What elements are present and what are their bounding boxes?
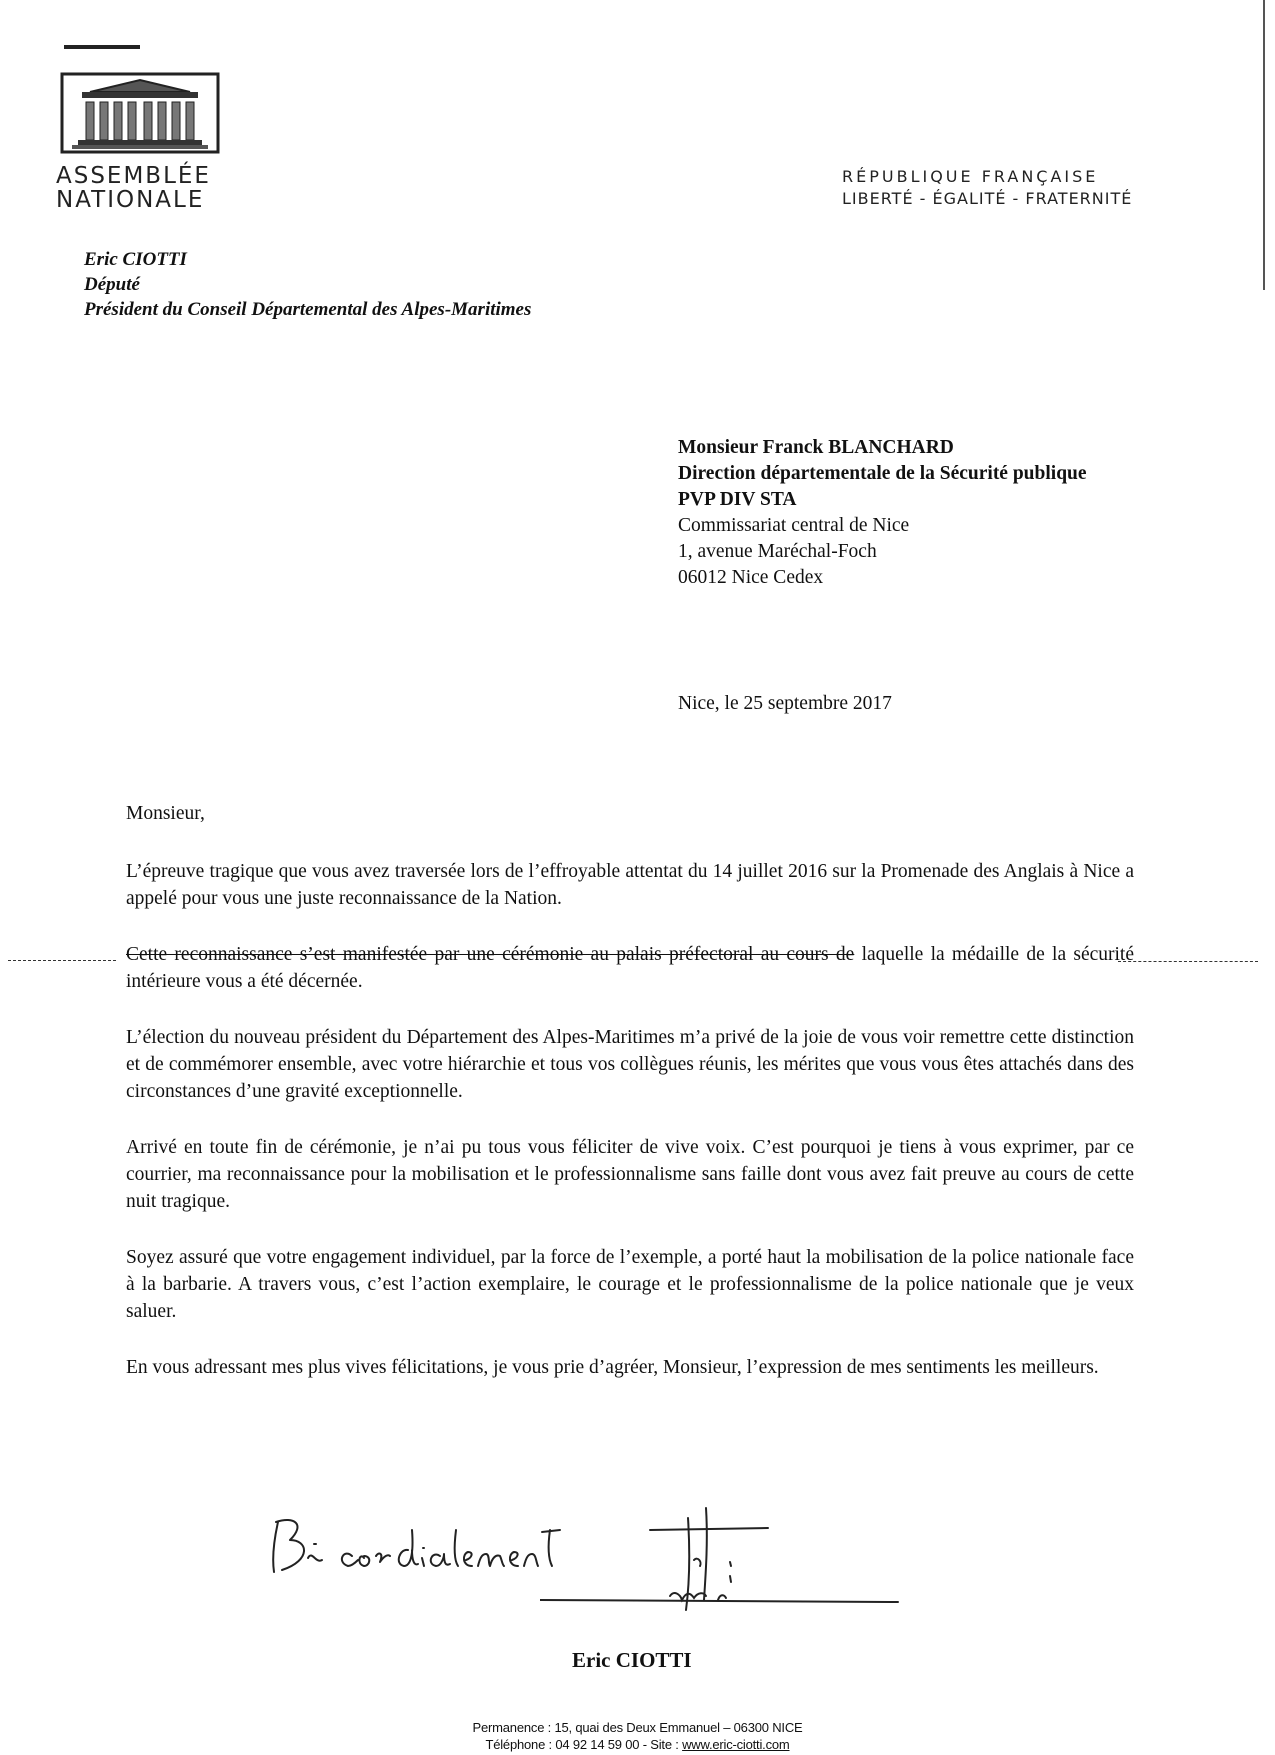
footer <box>0 1719 1275 1753</box>
sender-block <box>84 247 531 322</box>
recipient-name: Monsieur Franck BLANCHARD <box>678 437 954 458</box>
footer-contact <box>0 1736 1275 1753</box>
assembly-name-line1: ASSEMBLÉE <box>56 163 211 189</box>
recipient-city: 06012 Nice Cedex <box>678 567 824 588</box>
republic-header <box>842 166 1132 210</box>
paragraph-2 <box>126 941 1134 995</box>
recipient-unit: PVP DIV STA <box>678 489 797 510</box>
recipient-department: Direction départementale de la Sécurité publique <box>678 463 1087 484</box>
sender-title: Député <box>84 274 140 295</box>
recipient-block <box>678 435 1087 591</box>
assemblee-nationale-building-icon <box>60 72 220 154</box>
paragraph-5: Soyez assuré que votre engagement individuel, par la force de l’exemple, a porté haut la mobilisation de la police nationale face à la barbarie. A travers vous, c’est l’action exemplaire, le courage et le professionnalisme de la police nationale que je veux saluer. <box>126 1247 1134 1322</box>
footer-phone: Téléphone : 04 92 14 59 00 - Site : <box>485 1737 683 1752</box>
sender-role: Président du Conseil Départemental des Alpes-Maritimes <box>84 299 532 320</box>
footer-website-link[interactable]: www.eric-ciotti.com <box>682 1737 790 1752</box>
paragraph-6: En vous adressant mes plus vives félicitations, je vous prie d’agréer, Monsieur, l’expression de mes sentiments les meilleurs. <box>126 1357 1099 1378</box>
strike-extension-left <box>8 960 116 961</box>
republic-title: RÉPUBLIQUE FRANÇAISE <box>842 167 1099 186</box>
sender-name: Eric CIOTTI <box>84 249 187 270</box>
paragraph-1: L’épreuve tragique que vous avez traversée lors de l’effroyable attentat du 14 juillet 2016 sur la Promenade des Anglais à Nice a appelé pour vous une juste reconnaissance de la Nation. <box>126 861 1134 909</box>
letter-date: Nice, le 25 septembre 2017 <box>678 693 892 714</box>
letterhead-rule <box>64 45 140 49</box>
republic-motto: LIBERTÉ - ÉGALITÉ - FRATERNITÉ <box>842 189 1133 208</box>
paragraph-2-rest: laquelle la médaille de la sécurité intérieure vous a été décernée. <box>126 944 1135 992</box>
signature <box>540 1500 900 1620</box>
footer-address: Permanence : 15, quai des Deux Emmanuel – 06300 NICE <box>472 1720 803 1735</box>
strike-extension-right <box>1118 961 1258 962</box>
recipient-street: 1, avenue Maréchal-Foch <box>678 541 877 562</box>
paragraph-4: Arrivé en toute fin de cérémonie, je n’ai pu tous vous féliciter de vive voix. C’est pourquoi je tiens à vous exprimer, par ce courrier, ma reconnaissance pour la mobilisation et le professionnalisme sans faille dont vous avez fait preuve au cours de cette nuit tragique. <box>126 1137 1134 1212</box>
assembly-name <box>56 164 211 212</box>
scan-edge-line <box>1263 0 1265 290</box>
assembly-name-line2: NATIONALE <box>56 187 205 213</box>
recipient-office: Commissariat central de Nice <box>678 515 910 536</box>
paragraph-3: L’élection du nouveau président du Département des Alpes-Maritimes m’a privé de la joie de vous voir remettre cette distinction et de commémorer ensemble, avec votre hiérarchie et tous vos collègues réunis, les mérites que vous vous êtes attachés dans des circonstances d’une gravité exceptionnelle. <box>126 1027 1134 1102</box>
struck-line: Cette reconnaissance s’est manifestée par une cérémonie au palais préfectoral au cours de <box>126 944 855 965</box>
salutation: Monsieur, <box>126 803 205 824</box>
signer-name: Eric CIOTTI <box>572 1648 692 1672</box>
letter-body <box>126 800 1134 1410</box>
